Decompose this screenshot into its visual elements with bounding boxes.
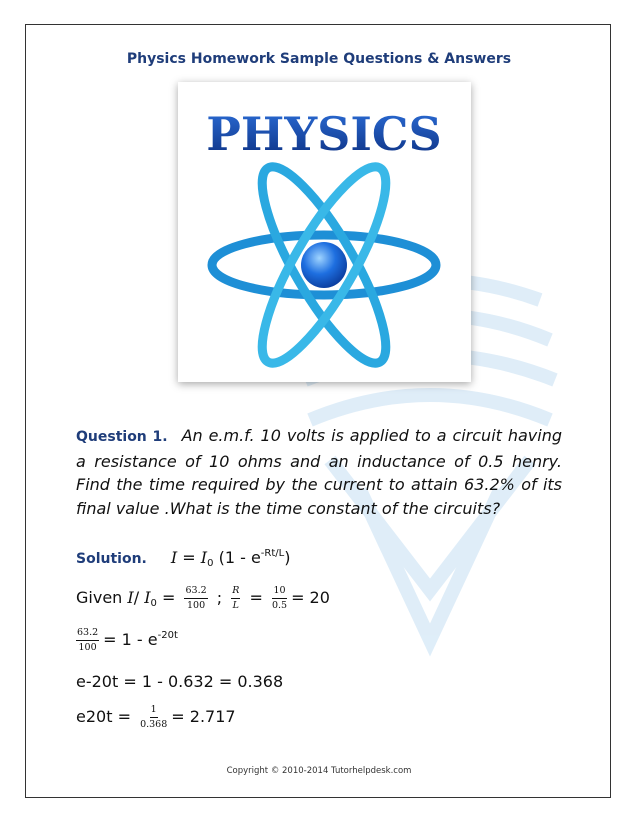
- question-text: An e.m.f. 10 volts is applied to a circuit having a resistance of 10 ohms and an inductance of 0.5 henry. Find the time required by the current to attain 63.2% of its final value .What is the time constant of the circuits?: [76, 426, 563, 518]
- atom-icon: [178, 82, 471, 382]
- solution-label: Solution.: [76, 551, 147, 567]
- fraction: $\frac{1}{0.368}$: [140, 704, 168, 730]
- question-1: [76, 424, 562, 520]
- logo-text: PHYSICS: [206, 107, 442, 161]
- fraction: $\frac{R}{L}$: [232, 585, 240, 611]
- given-line: Given I/ $I_0$ = $\frac{63.2}{100}$ ; $\frac{R}{L}$ = $\frac{10}{0.5}$ = 20: [76, 585, 330, 611]
- copyright-footer: Copyright © 2010-2014 Tutorhelpdesk.com: [226, 766, 412, 776]
- solution-formula-line: Solution. $I = I_0$ $(1 - e^{-Rt/L})$: [76, 548, 291, 569]
- step-3-line: e-20t = 1 - 0.632 = 0.368: [76, 672, 284, 691]
- fraction: $\frac{10}{0.5}$: [271, 585, 288, 611]
- nucleus: [301, 242, 347, 288]
- step-2-line: $\frac{63.2}{100}$ = $1 - e^{-20t}$: [77, 627, 178, 653]
- physics-logo: [178, 82, 471, 382]
- question-label: Question 1.: [76, 429, 168, 445]
- step-4-line: e20t = $\frac{1}{0.368}$ = 2.717: [76, 704, 236, 730]
- fraction: $\frac{63.2}{100}$: [77, 627, 99, 653]
- fraction: $\frac{63.2}{100}$: [185, 585, 207, 611]
- page-title: Physics Homework Sample Questions & Answers: [126, 51, 512, 67]
